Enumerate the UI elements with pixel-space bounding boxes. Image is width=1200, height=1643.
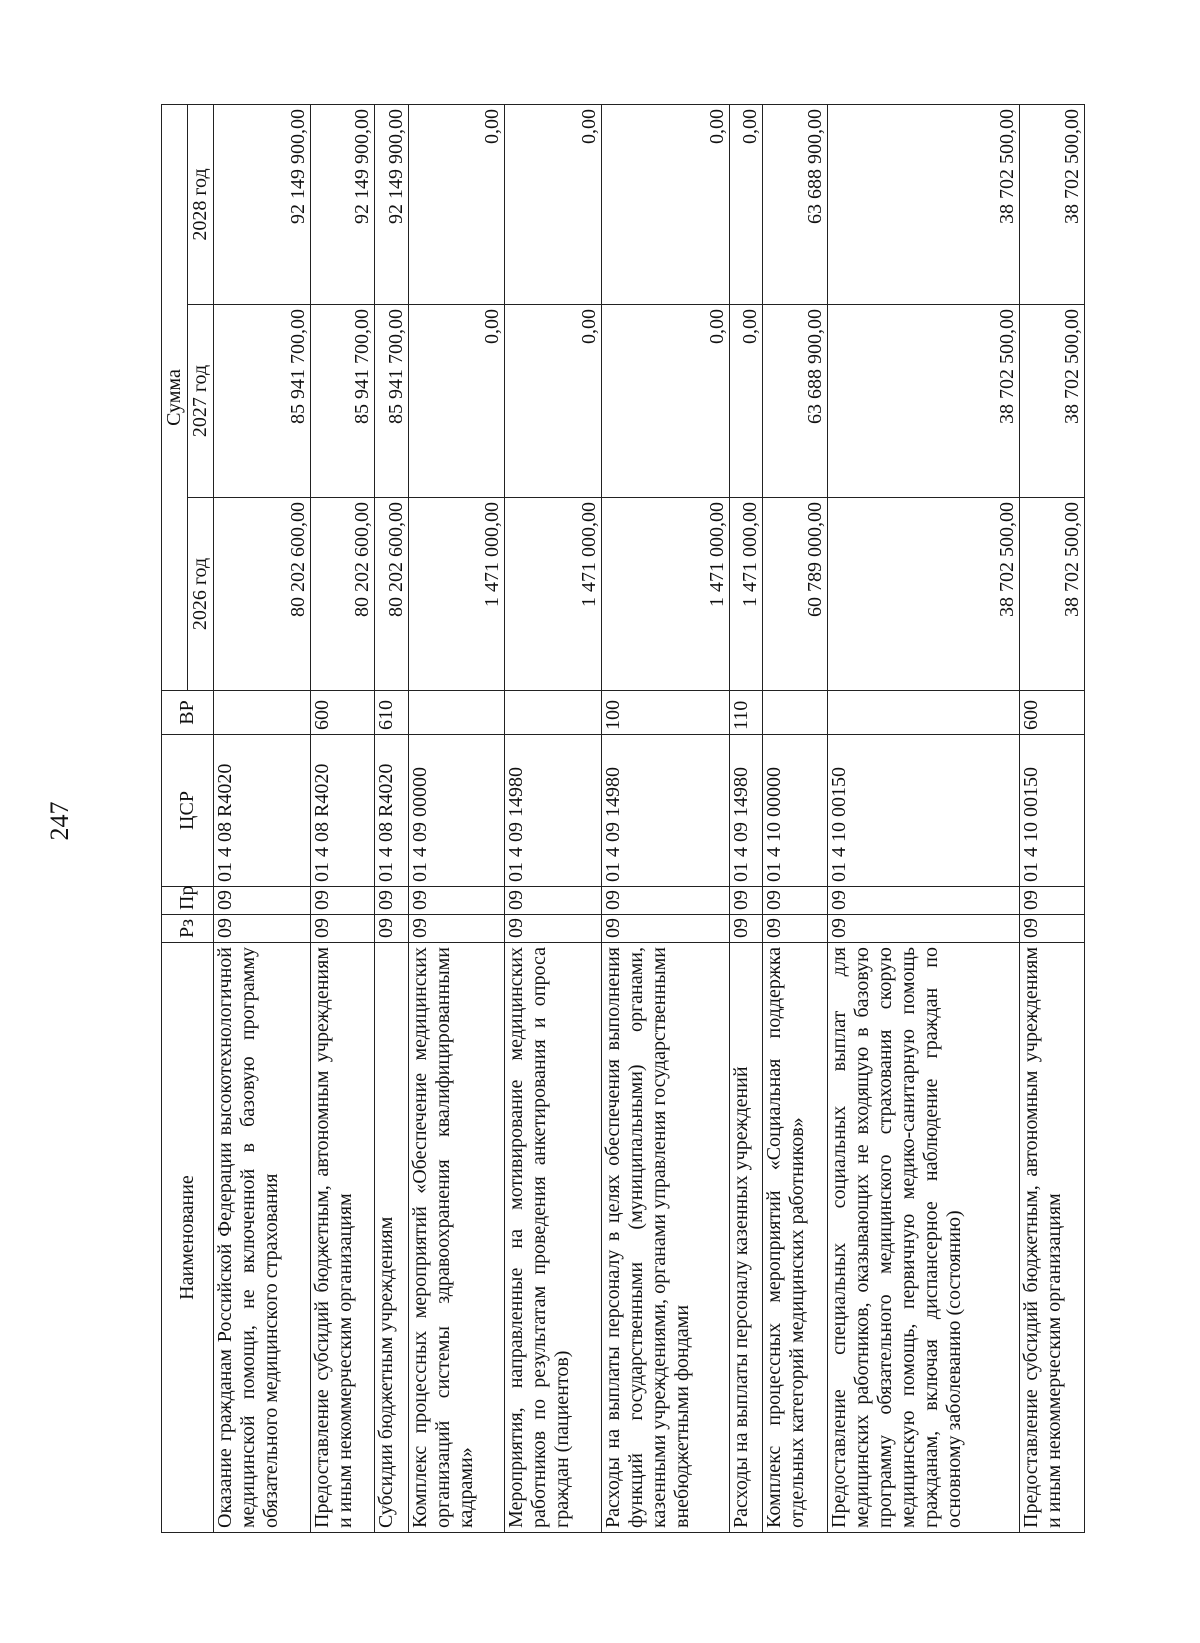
cell-pr: 09 <box>730 887 763 915</box>
cell-pr: 09 <box>828 887 1020 915</box>
table-body <box>214 104 1085 1532</box>
table-row <box>375 104 408 1532</box>
cell-rz: 09 <box>310 915 375 943</box>
cell-y2028: 38 702 500,00 <box>828 104 1020 304</box>
cell-vr: 110 <box>730 691 763 735</box>
cell-csr: 01 4 08 R4020 <box>375 735 408 887</box>
cell-y2026: 80 202 600,00 <box>375 498 408 691</box>
cell-csr: 01 4 10 00150 <box>828 735 1020 887</box>
header-sum: Сумма <box>162 104 188 690</box>
cell-name: Комплекс процессных мероприятий «Социальная поддержка отдельных категорий медицинских работников» <box>763 943 828 1533</box>
cell-y2028: 0,00 <box>505 104 602 304</box>
table-row <box>601 104 729 1532</box>
cell-name: Оказание гражданам Российской Федерации высокотехнологичной медицинской помощи, не включенной в базовую программу обязательного медицинского страхования <box>214 943 311 1533</box>
cell-csr: 01 4 08 R4020 <box>310 735 375 887</box>
cell-y2026: 38 702 500,00 <box>1020 498 1085 691</box>
cell-y2027: 85 941 700,00 <box>310 305 375 498</box>
header-name: Наименование <box>162 943 214 1533</box>
cell-y2028: 92 149 900,00 <box>310 104 375 304</box>
cell-name: Комплекс процессных мероприятий «Обеспечение медицинских организаций системы здравоохранения квалифицированными кадрами» <box>408 943 505 1533</box>
cell-y2028: 63 688 900,00 <box>763 104 828 304</box>
cell-y2028: 0,00 <box>730 104 763 304</box>
rotated-page-content <box>161 105 1085 1533</box>
cell-y2027: 0,00 <box>505 305 602 498</box>
cell-y2026: 60 789 000,00 <box>763 498 828 691</box>
table-row <box>310 104 375 1532</box>
cell-vr <box>214 691 311 735</box>
cell-rz: 09 <box>505 915 602 943</box>
cell-pr: 09 <box>214 887 311 915</box>
cell-pr: 09 <box>375 887 408 915</box>
header-rz: Рз <box>162 915 214 943</box>
cell-rz: 09 <box>214 915 311 943</box>
cell-csr: 01 4 10 00000 <box>763 735 828 887</box>
cell-csr: 01 4 08 R4020 <box>214 735 311 887</box>
header-pr: Пр <box>162 887 214 915</box>
cell-y2026: 80 202 600,00 <box>310 498 375 691</box>
cell-name: Предоставление субсидий бюджетным, автономным учреждениям и иным некоммерческим организациям <box>1020 943 1085 1533</box>
cell-y2027: 0,00 <box>601 305 729 498</box>
cell-y2027: 0,00 <box>408 305 505 498</box>
cell-csr: 01 4 09 14980 <box>505 735 602 887</box>
cell-vr: 600 <box>310 691 375 735</box>
cell-y2027: 0,00 <box>730 305 763 498</box>
cell-pr: 09 <box>763 887 828 915</box>
header-year-2026: 2026 год <box>188 498 214 691</box>
cell-name: Мероприятия, направленные на мотивирование медицинских работников по результатам проведения анкетирования и опроса граждан (пациентов) <box>505 943 602 1533</box>
cell-vr <box>828 691 1020 735</box>
cell-y2028: 0,00 <box>601 104 729 304</box>
cell-y2028: 92 149 900,00 <box>375 104 408 304</box>
cell-csr: 01 4 09 00000 <box>408 735 505 887</box>
cell-y2027: 85 941 700,00 <box>375 305 408 498</box>
cell-rz: 09 <box>763 915 828 943</box>
cell-rz: 09 <box>1020 915 1085 943</box>
cell-name: Расходы на выплаты персоналу казенных учреждений <box>730 943 763 1533</box>
cell-pr: 09 <box>1020 887 1085 915</box>
cell-pr: 09 <box>408 887 505 915</box>
table-row <box>505 104 602 1532</box>
cell-rz: 09 <box>828 915 1020 943</box>
cell-y2026: 80 202 600,00 <box>214 498 311 691</box>
cell-rz: 09 <box>730 915 763 943</box>
table-row <box>214 104 311 1532</box>
cell-vr <box>505 691 602 735</box>
cell-pr: 09 <box>601 887 729 915</box>
cell-y2028: 92 149 900,00 <box>214 104 311 304</box>
cell-pr: 09 <box>505 887 602 915</box>
header-year-2027: 2027 год <box>188 305 214 498</box>
cell-y2027: 85 941 700,00 <box>214 305 311 498</box>
cell-vr <box>408 691 505 735</box>
cell-name: Расходы на выплаты персоналу в целях обеспечения выполнения функций государственными (муниципальными) органами, казенными учреждениями, органами управления государственными внебюджетными фондами <box>601 943 729 1533</box>
cell-vr: 610 <box>375 691 408 735</box>
cell-y2026: 1 471 000,00 <box>730 498 763 691</box>
cell-csr: 01 4 09 14980 <box>601 735 729 887</box>
header-year-2028: 2028 год <box>188 104 214 304</box>
cell-y2028: 38 702 500,00 <box>1020 104 1085 304</box>
budget-table <box>161 104 1085 1533</box>
table-row <box>408 104 505 1532</box>
cell-y2028: 0,00 <box>408 104 505 304</box>
table-row <box>1020 104 1085 1532</box>
cell-vr: 600 <box>1020 691 1085 735</box>
cell-vr: 100 <box>601 691 729 735</box>
table-row <box>763 104 828 1532</box>
cell-csr: 01 4 10 00150 <box>1020 735 1085 887</box>
cell-y2026: 1 471 000,00 <box>505 498 602 691</box>
cell-rz: 09 <box>375 915 408 943</box>
cell-rz: 09 <box>601 915 729 943</box>
cell-vr <box>763 691 828 735</box>
cell-y2027: 63 688 900,00 <box>763 305 828 498</box>
cell-y2026: 1 471 000,00 <box>601 498 729 691</box>
cell-y2026: 1 471 000,00 <box>408 498 505 691</box>
cell-rz: 09 <box>408 915 505 943</box>
cell-y2027: 38 702 500,00 <box>828 305 1020 498</box>
header-csr: ЦСР <box>162 735 214 887</box>
cell-y2027: 38 702 500,00 <box>1020 305 1085 498</box>
cell-y2026: 38 702 500,00 <box>828 498 1020 691</box>
table-row <box>828 104 1020 1532</box>
page-number: 247 <box>45 801 74 841</box>
table-row <box>730 104 763 1532</box>
cell-name: Предоставление субсидий бюджетным, автономным учреждениям и иным некоммерческим организациям <box>310 943 375 1533</box>
header-vr: ВР <box>162 691 214 735</box>
cell-name: Предоставление специальных социальных выплат для медицинских работников, оказывающих не входящую в базовую программу обязательного медицинского страхования скорую медицинскую помощь, первичную медико-санитарную помощь гражданам, включая диспансерное наблюдение граждан по основному заболеванию (состоянию) <box>828 943 1020 1533</box>
cell-csr: 01 4 09 14980 <box>730 735 763 887</box>
cell-pr: 09 <box>310 887 375 915</box>
cell-name: Субсидии бюджетным учреждениям <box>375 943 408 1533</box>
